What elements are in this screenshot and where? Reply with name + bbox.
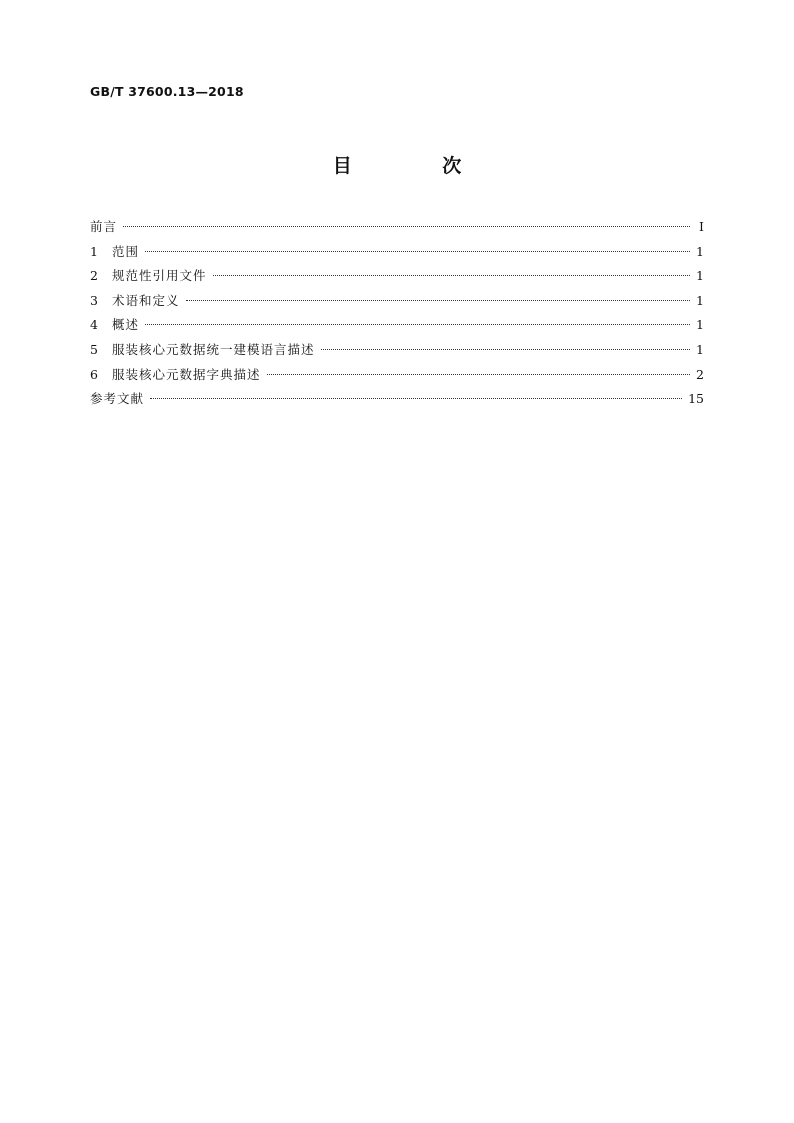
toc-entry-normative-references[interactable] [90, 264, 704, 289]
toc-dot-leader [145, 324, 690, 325]
toc-entry-label: 规范性引用文件 [112, 268, 207, 284]
toc-entry-foreword[interactable] [90, 215, 704, 240]
toc-entry-bibliography[interactable] [90, 387, 704, 412]
toc-entry-number: 5 [90, 341, 98, 357]
toc-entry-page: 2 [696, 366, 704, 382]
standard-code-header: GB/T 37600.13—2018 [90, 84, 244, 99]
toc-entry-scope[interactable] [90, 240, 704, 265]
toc-entry-overview[interactable] [90, 313, 704, 338]
toc-entry-number: 3 [90, 292, 98, 308]
toc-entry-label: 范围 [112, 243, 140, 259]
toc-dot-leader [267, 374, 690, 375]
toc-dot-leader [145, 251, 690, 252]
table-of-contents [90, 215, 704, 412]
toc-dot-leader [150, 398, 682, 399]
toc-entry-label: 概述 [112, 317, 140, 333]
toc-entry-terms-definitions[interactable] [90, 289, 704, 314]
toc-entry-number: 2 [90, 268, 98, 284]
toc-entry-page: Ⅰ [699, 219, 704, 234]
toc-entry-number: 4 [90, 317, 98, 333]
toc-entry-label: 前言 [90, 219, 118, 234]
toc-entry-label: 术语和定义 [112, 292, 180, 308]
page-title: 目 次 [332, 155, 504, 177]
toc-entry-label: 服装核心元数据统一建模语言描述 [112, 341, 315, 357]
toc-entry-page: 1 [696, 268, 704, 284]
toc-entry-page: 15 [688, 391, 704, 407]
toc-dot-leader [123, 226, 690, 227]
toc-dot-leader [213, 275, 690, 276]
toc-entry-number: 1 [90, 243, 98, 259]
toc-entry-page: 1 [696, 341, 704, 357]
toc-entry-page: 1 [696, 292, 704, 308]
toc-entry-data-dictionary[interactable] [90, 363, 704, 388]
toc-dot-leader [321, 349, 690, 350]
toc-entry-label: 服装核心元数据字典描述 [112, 366, 261, 382]
toc-entry-page: 1 [696, 243, 704, 259]
toc-entry-number: 6 [90, 366, 98, 382]
toc-dot-leader [186, 300, 690, 301]
toc-entry-page: 1 [696, 317, 704, 333]
toc-entry-uml-description[interactable] [90, 338, 704, 363]
toc-entry-label: 参考文献 [90, 391, 145, 407]
